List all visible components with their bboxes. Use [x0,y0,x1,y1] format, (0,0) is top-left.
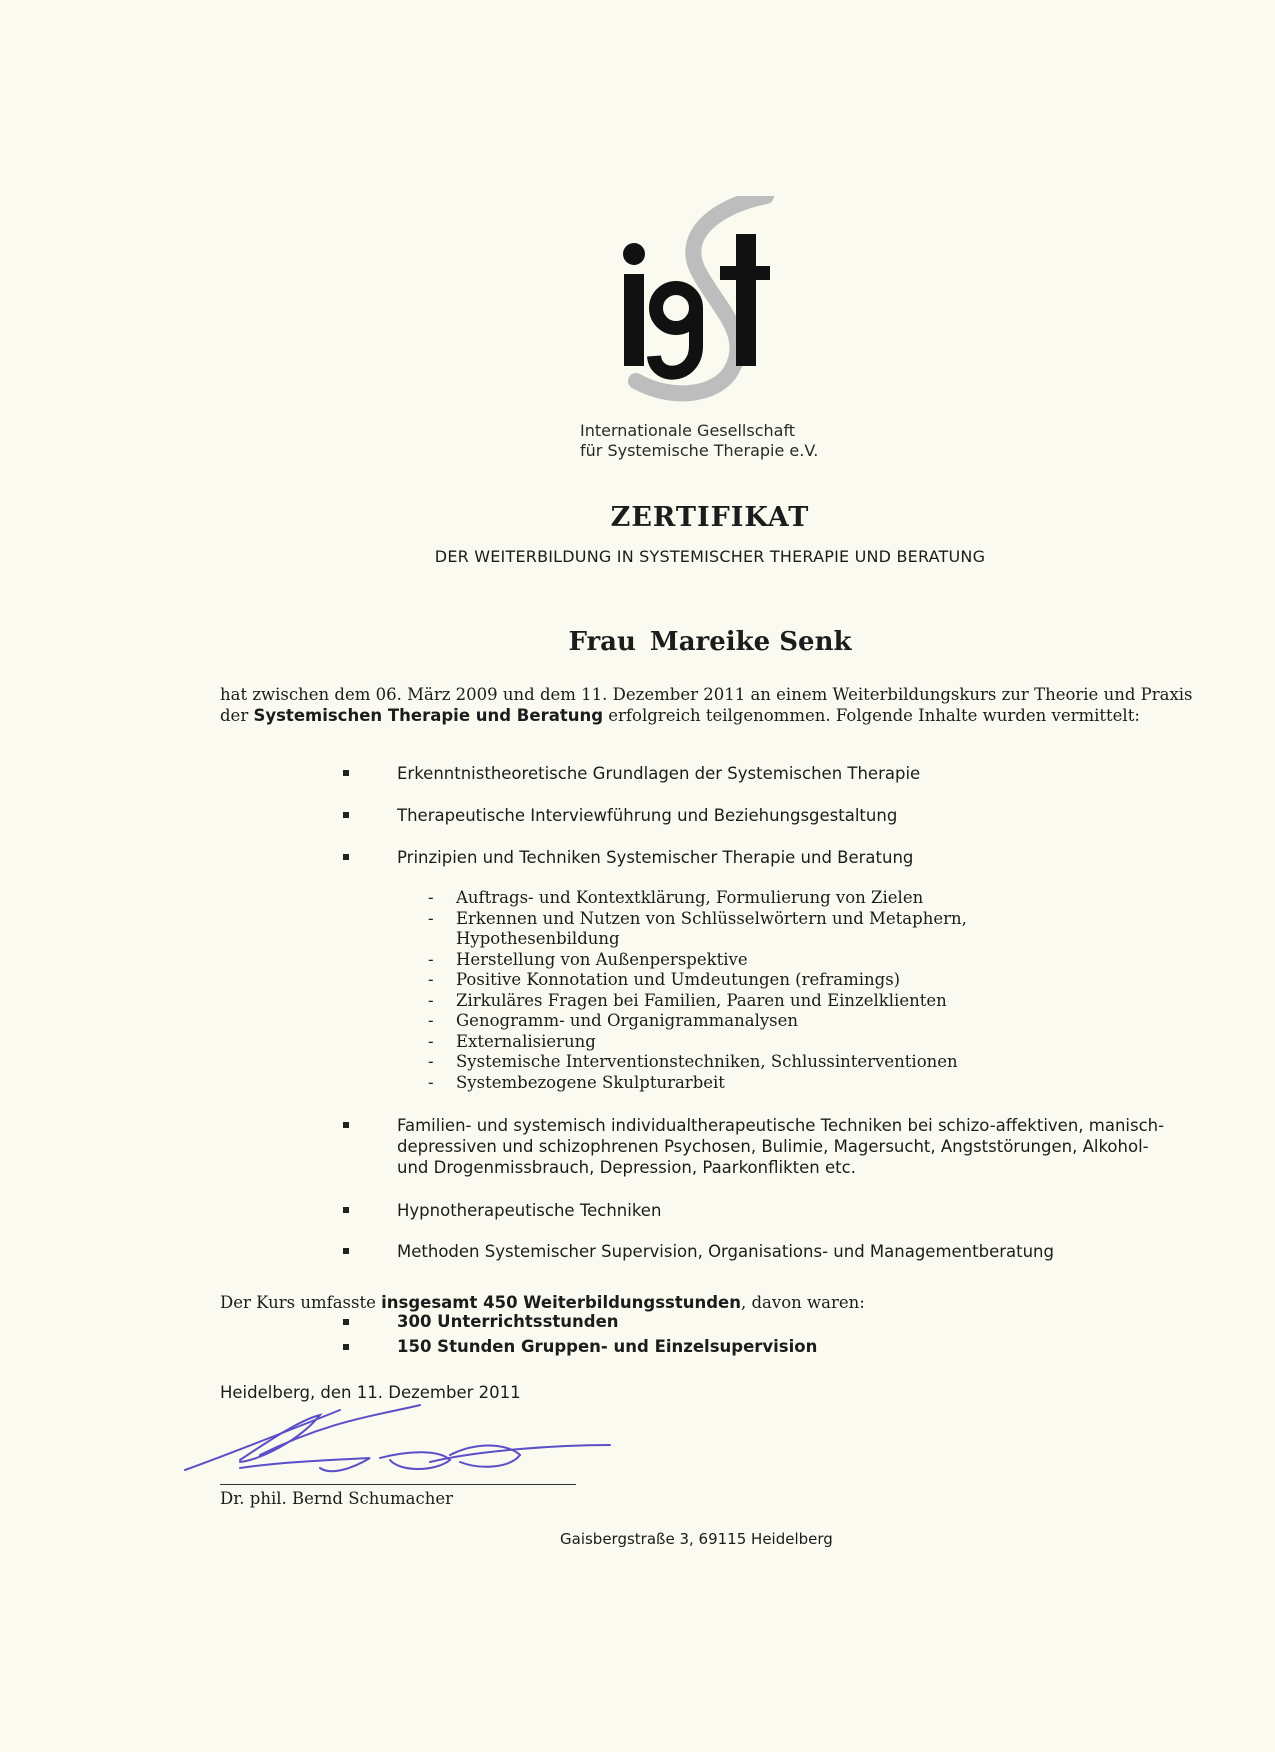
content-item [397,847,1177,868]
hours-row-text: 300 Unterrichtsstunden [397,1312,619,1331]
hours-total: insgesamt 450 Weiterbildungsstunden [381,1293,741,1312]
sub-item [428,970,1128,991]
sub-item-text: Genogramm- und Organigrammanalysen [456,1011,799,1030]
content-item [397,1241,1177,1262]
content-item [397,1115,1177,1178]
dash-icon: - [428,888,434,907]
content-item-text: Prinzipien und Techniken Systemischer Therapie und Beratung [397,848,914,867]
recipient-full-name: Mareike Senk [649,627,852,657]
sub-item-text: Auftrags- und Kontextklärung, Formulierung von Zielen [456,888,924,907]
hours-row [397,1337,817,1356]
sub-item [428,1052,1128,1073]
sub-item-text: Zirkuläres Fragen bei Familien, Paaren und Einzelklienten [456,990,947,1010]
certificate-subtitle: DER WEITERBILDUNG IN SYSTEMISCHER THERAPIE UND BERATUNG [434,547,986,566]
intro-paragraph [220,684,1200,726]
bullet-square-icon [343,812,349,818]
organization-line-1: Internationale Gesellschaft [580,421,796,440]
bullet-square-icon [343,1319,349,1325]
bullet-square-icon [343,1122,349,1128]
bullet-square-icon [343,1207,349,1213]
hours-row [397,1312,619,1331]
sub-item [428,909,1128,950]
organization-address: Gaisbergstraße 3, 69115 Heidelberg [560,1530,833,1548]
content-item [397,763,1177,784]
sub-items-list [428,888,1128,1093]
content-item-text: Familien- und systemisch individualtherapeutische Techniken bei schizo-affektiven, manisch-depressiven und schizophrenen Psychosen, Bulimie, Magersucht, Angststörungen, Alkohol- und Drogenmissbrauch, Depression, Paarkonflikten etc. [397,1116,1165,1177]
dash-icon: - [428,1031,434,1051]
sub-item [428,1032,1128,1053]
sub-item-text: Systemische Interventionstechniken, Schlussinterventionen [456,1052,958,1071]
sub-item-text: Externalisierung [456,1031,596,1051]
sub-item-text: Herstellung von Außenperspektive [456,949,748,969]
dash-icon: - [428,1011,434,1030]
content-item [397,805,1177,826]
certificate-title: ZERTIFIKAT [610,502,810,533]
sub-item-text: Positive Konnotation und Umdeutungen (reframings) [456,970,901,989]
recipient-name [0,627,1275,657]
sub-item [428,1073,1128,1094]
recipient-salutation: Frau [568,627,636,657]
hours-lead: Der Kurs umfasste [220,1293,382,1312]
igst-logo [616,196,796,406]
content-item-text: Hypnotherapeutische Techniken [397,1201,662,1220]
sub-item [428,991,1128,1012]
dash-icon: - [428,970,434,989]
sub-item [428,950,1128,971]
intro-text-2: erfolgreich teilgenommen. Folgende Inhalte wurden vermittelt: [603,706,1140,725]
bullet-square-icon [343,1344,349,1350]
bullet-square-icon [343,770,349,776]
organization-name [580,421,818,461]
intro-text-1: hat zwischen dem 06. März 2009 und dem 11. Dezember 2011 an einem Weiterbildungskurs zur Theorie und Praxis der [220,685,1193,725]
organization-line-2: für Systemische Therapie e.V. [580,441,819,460]
sub-item [428,1011,1128,1032]
dash-icon: - [428,1052,434,1071]
place-date: Heidelberg, den 11. Dezember 2011 [220,1383,521,1402]
bullet-square-icon [343,854,349,860]
hours-trail: , davon waren: [740,1293,865,1312]
sub-item [428,888,1128,909]
sub-item-text: Erkennen und Nutzen von Schlüsselwörtern und Metaphern, Hypothesenbildung [456,908,967,948]
content-item-text: Therapeutische Interviewführung und Beziehungsgestaltung [397,806,898,825]
content-item-text: Erkenntnistheoretische Grundlagen der Systemischen Therapie [397,764,921,783]
bullet-square-icon [343,1248,349,1254]
sub-item-text: Systembezogene Skulpturarbeit [456,1072,725,1092]
intro-bold-text: Systemischen Therapie und Beratung [253,706,604,725]
signature-line [220,1484,576,1485]
content-item-text: Methoden Systemischer Supervision, Organisations- und Managementberatung [397,1242,1054,1261]
signer-name: Dr. phil. Bernd Schumacher [220,1489,454,1508]
dash-icon: - [428,1072,434,1092]
dash-icon: - [428,949,434,969]
dash-icon: - [428,990,434,1010]
dash-icon: - [428,908,434,928]
content-item [397,1200,1177,1221]
hours-row-text: 150 Stunden Gruppen- und Einzelsupervision [397,1337,818,1356]
